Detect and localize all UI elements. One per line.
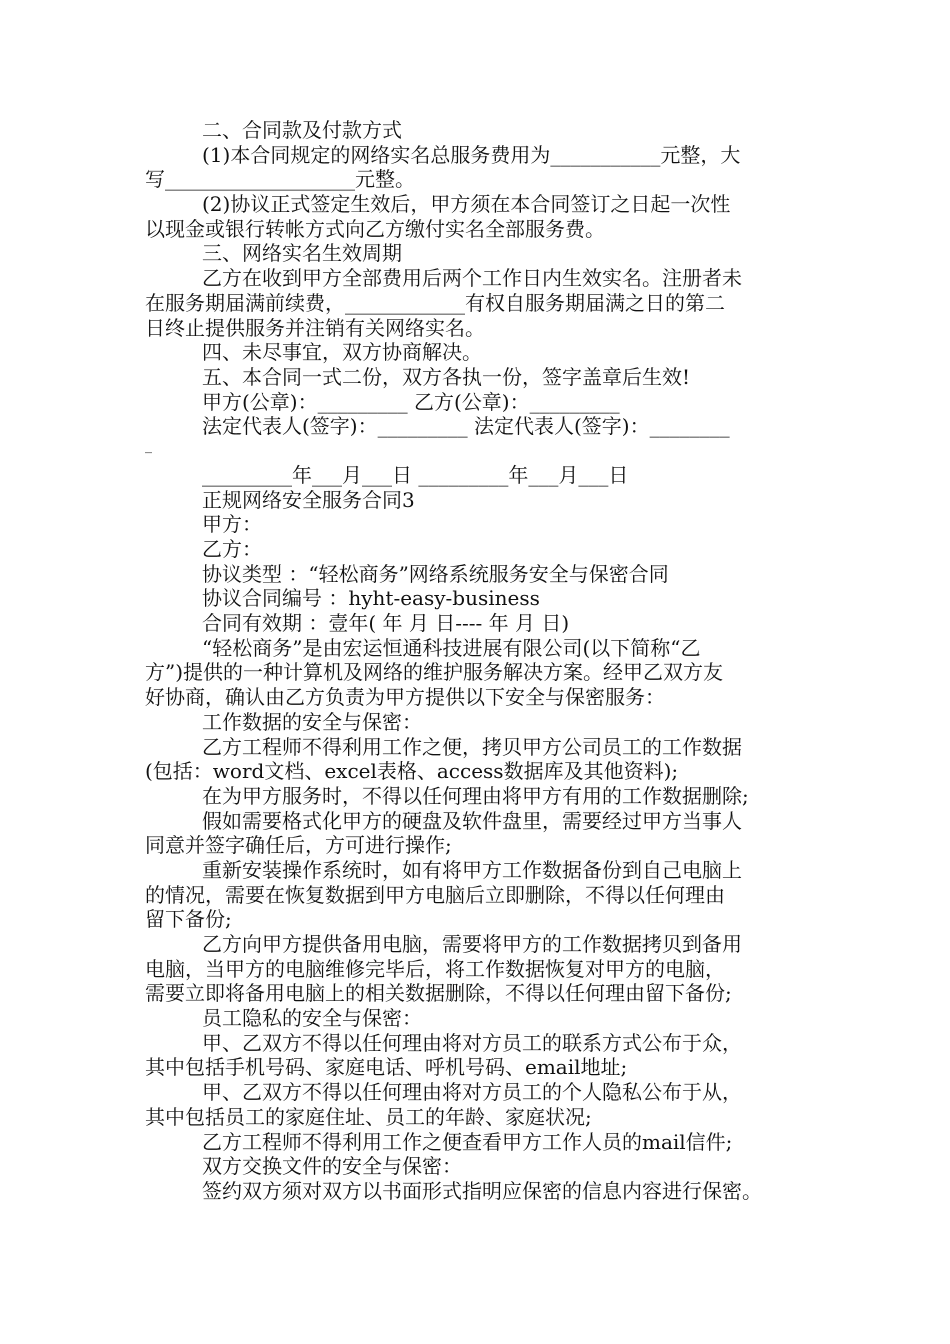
text-line: 乙方在收到甲方全部费用后两个工作日内生效实名。注册者未 bbox=[202, 266, 742, 291]
text-line: 甲方(公章)：_________ 乙方(公章)：_________ bbox=[202, 389, 620, 414]
text-line: “轻松商务”是由宏运恒通科技进展有限公司(以下简称“乙 bbox=[202, 635, 701, 660]
text-line: _________年___月___日 _________年___月___日 bbox=[202, 462, 629, 487]
text-line: 签约双方须对双方以书面形式指明应保密的信息内容进行保密。 bbox=[202, 1178, 762, 1203]
text-line: 需要立即将备用电脑上的相关数据删除，不得以任何理由留下备份; bbox=[145, 981, 732, 1006]
text-line: 日终止提供服务并注销有关网络实名。 bbox=[145, 315, 485, 340]
text-line: (1)本合同规定的网络实名总服务费用为___________元整，大 bbox=[202, 142, 741, 167]
text-line: 双方交换文件的安全与保密： bbox=[202, 1154, 462, 1179]
text-line: 在为甲方服务时，不得以任何理由将甲方有用的工作数据删除; bbox=[202, 783, 749, 808]
text-line: 二、合同款及付款方式 bbox=[202, 118, 402, 142]
text-line: 的情况，需要在恢复数据到甲方电脑后立即删除，不得以任何理由 bbox=[145, 882, 725, 907]
text-line: 工作数据的安全与保密： bbox=[202, 709, 422, 734]
text-line: 其中包括手机号码、家庭电话、呼机号码、email地址; bbox=[145, 1055, 628, 1080]
text-line: 三、网络实名生效周期 bbox=[202, 241, 402, 266]
text-line: 同意并签字确任后，方可进行操作; bbox=[145, 833, 452, 858]
text-line: (2)协议正式签定生效后，甲方须在本合同签订之日起一次性 bbox=[202, 192, 731, 217]
text-line: _ bbox=[145, 437, 152, 454]
text-line: 甲方： bbox=[202, 512, 262, 537]
text-line: 乙方工程师不得利用工作之便，拷贝甲方公司员工的工作数据 bbox=[202, 734, 742, 759]
text-line: 协议合同编号 ：hyht-easy-business bbox=[202, 586, 540, 611]
text-line: 正规网络安全服务合同3 bbox=[202, 487, 415, 512]
text-line: 好协商，确认由乙方负责为甲方提供以下安全与保密服务： bbox=[145, 685, 665, 710]
text-line: 重新安装操作系统时，如有将甲方工作数据备份到自己电脑上 bbox=[202, 857, 742, 882]
document-body bbox=[145, 118, 825, 1204]
text-line: 法定代表人(签字)：_________ 法定代表人(签字)：________ bbox=[202, 414, 730, 439]
text-line: 乙方： bbox=[202, 537, 262, 561]
text-line: 五、本合同一式二份，双方各执一份，签字盖章后生效! bbox=[202, 364, 691, 389]
text-line: 合同有效期 ：壹年( 年 月 日---- 年 月 日) bbox=[202, 611, 570, 636]
text-line: 甲、乙双方不得以任何理由将对方员工的联系方式公布于众， bbox=[202, 1030, 742, 1055]
text-line: 甲、乙双方不得以任何理由将对方员工的个人隐私公布于从， bbox=[202, 1080, 742, 1105]
text-line: 写___________________元整。 bbox=[145, 167, 415, 192]
text-line: 留下备份; bbox=[145, 907, 232, 932]
text-line: 以现金或银行转帐方式向乙方缴付实名全部服务费。 bbox=[145, 216, 605, 241]
text-line: 假如需要格式化甲方的硬盘及软件盘里，需要经过甲方当事人 bbox=[202, 808, 742, 833]
text-line: 员工隐私的安全与保密： bbox=[202, 1006, 422, 1031]
text-line: 乙方向甲方提供备用电脑，需要将甲方的工作数据拷贝到备用 bbox=[202, 932, 742, 956]
text-line: 电脑，当甲方的电脑维修完毕后，将工作数据恢复对甲方的电脑， bbox=[145, 956, 725, 981]
text-line: 在服务期届满前续费，____________有权自服务期届满之日的第二 bbox=[145, 290, 725, 315]
text-line: 协议类型 ：“轻松商务”网络系统服务安全与保密合同 bbox=[202, 561, 669, 586]
text-line: 乙方工程师不得利用工作之便查看甲方工作人员的mail信件; bbox=[202, 1129, 733, 1154]
text-line: 方”)提供的一种计算机及网络的维护服务解决方案。经甲乙双方友 bbox=[145, 660, 724, 685]
text-line: 其中包括员工的家庭住址、员工的年龄、家庭状况; bbox=[145, 1104, 592, 1129]
text-line: 四、未尽事宜，双方协商解决。 bbox=[202, 340, 482, 365]
text-line: (包括：word文档、excel表格、access数据库及其他资料); bbox=[145, 759, 679, 784]
